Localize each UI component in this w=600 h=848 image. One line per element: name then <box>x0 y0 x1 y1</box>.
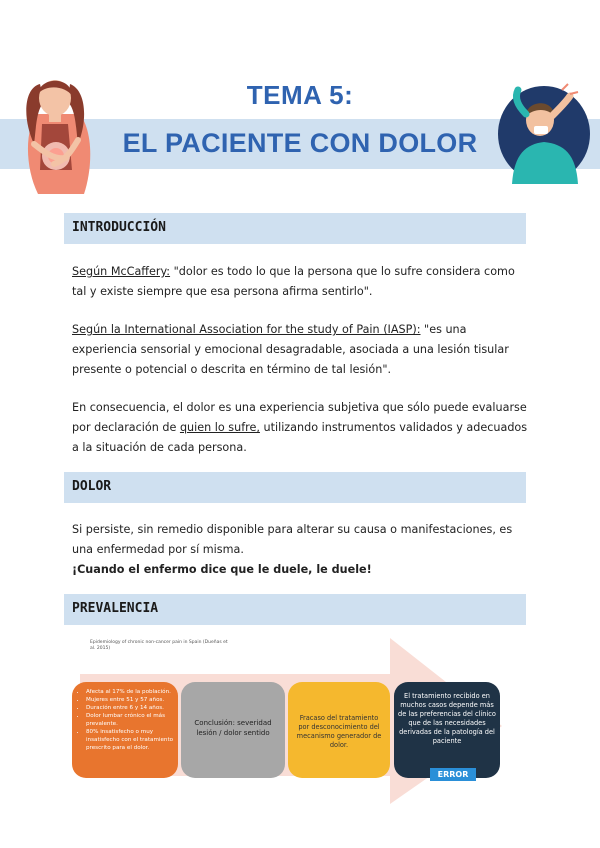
consequence-underlined: quien lo sufre, <box>179 421 260 434</box>
iasp-paragraph <box>72 320 532 380</box>
list-item: • 80% insatisfecho o muy insatisfecho con el tratamiento prescrito para el dolor. <box>86 728 174 752</box>
consequence-text: En consecuencia, el dolor es una experiencia subjetiva que sólo puede evaluarse por declaración de <box>72 401 527 434</box>
consequence-paragraph <box>72 398 532 458</box>
list-item: • Mujeres entre 51 y 57 años. <box>86 696 174 704</box>
section-header-dolor <box>64 472 526 503</box>
woman-stomach-pain-illustration <box>14 74 106 198</box>
conclusion-box <box>181 682 285 778</box>
treatment-failure-box <box>288 682 390 778</box>
dolor-emphasis: ¡Cuando el enfermo dice que le duele, le duele! <box>72 563 372 576</box>
prevalence-stats-list <box>72 682 178 752</box>
conclusion-text: Conclusión: severidad lesión / dolor sentido <box>194 719 272 737</box>
definition-quote: "dolor es todo lo que la persona que lo sufre considera como tal y existe siempre que esa persona afirma sentirlo". <box>72 265 515 298</box>
definition-quote: "es una experiencia sensorial y emocional desagradable, asociada a una lesión tisular presente o potencial o descrita en término de tal lesión". <box>72 323 509 376</box>
topic-number: TEMA 5: <box>246 80 354 110</box>
page-title: EL PACIENTE CON DOLOR <box>122 128 478 158</box>
error-badge: ERROR <box>430 768 476 781</box>
list-item: • Afecta al 17% de la población. <box>86 688 174 696</box>
section-header-introduccion <box>64 213 526 244</box>
section-heading: DOLOR <box>72 479 112 494</box>
section-heading: INTRODUCCIÓN <box>72 220 166 235</box>
prevalence-stats-box <box>72 682 178 778</box>
source-label: Según la International Association for the study of Pain (IASP): <box>72 323 421 336</box>
dolor-text: Si persiste, sin remedio disponible para alterar su causa o manifestaciones, es una enfermedad por sí misma. <box>72 523 513 556</box>
figure-caption: Epidemiology of chronic non-cancer pain in Spain (Dueñas et al. 2015) <box>90 640 228 651</box>
section-header-prevalencia <box>64 594 526 625</box>
man-headache-illustration <box>496 80 592 184</box>
dolor-paragraph <box>72 520 532 580</box>
list-item: • Dolor lumbar crónico el más prevalente. <box>86 712 174 728</box>
source-label: Según McCaffery: <box>72 265 171 278</box>
mccaffery-paragraph <box>72 262 532 302</box>
consequence-text-end: utilizando instrumentos validados y adecuados a la situación de cada persona. <box>72 421 528 454</box>
section-heading: PREVALENCIA <box>72 601 159 616</box>
list-item: • Duración entre 6 y 14 años. <box>86 704 174 712</box>
treatment-preference-text: El tratamiento recibido en muchos casos depende más de las preferencias del clínico que de las necesidades derivadas de la patología del paciente <box>398 692 496 745</box>
treatment-preference-box <box>394 682 500 778</box>
treatment-failure-text: Fracaso del tratamiento por desconocimiento del mecanismo generador de dolor. <box>296 714 382 749</box>
